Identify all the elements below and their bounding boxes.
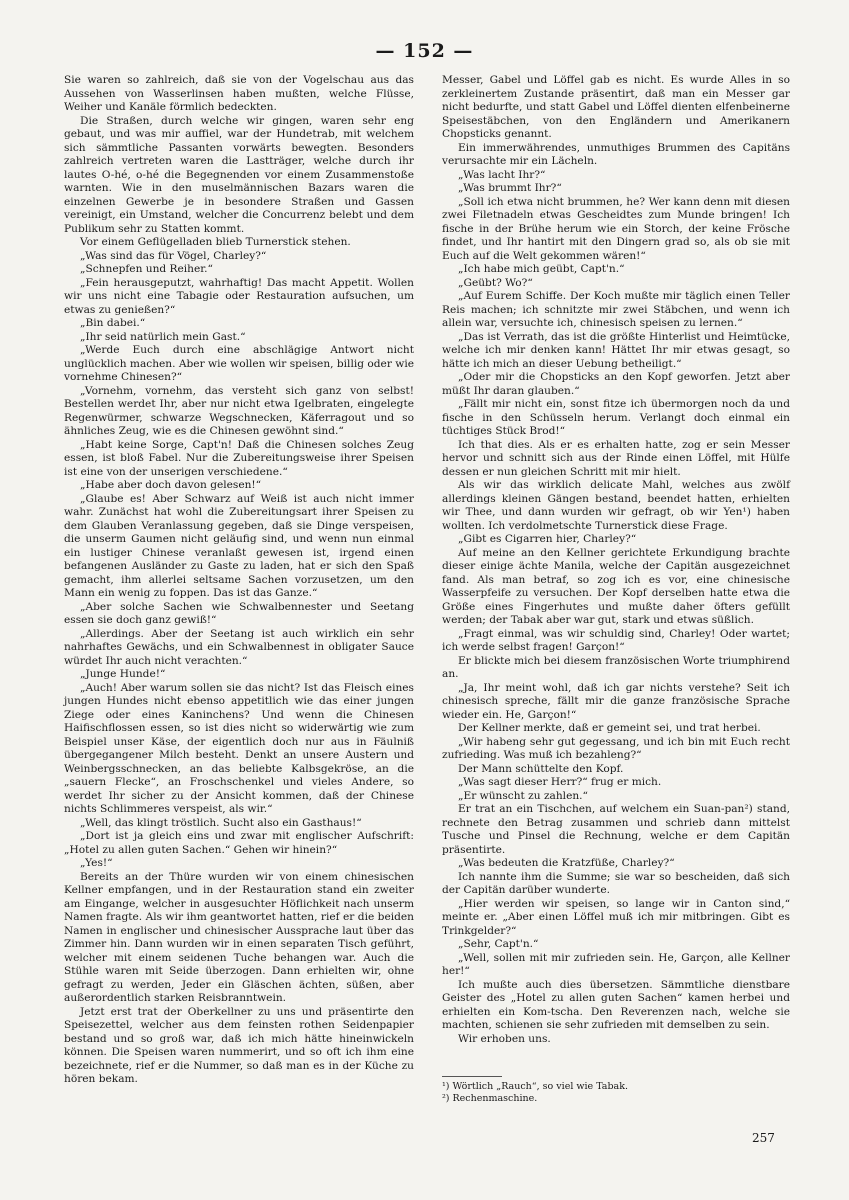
paragraph: „Schnepfen und Reiher.“ xyxy=(80,263,213,275)
paragraph: „Well, sollen mit mir zufrieden sein. He, Garçon, alle Kellner her!“ xyxy=(442,951,790,977)
paragraph: „Er wünscht zu zahlen.“ xyxy=(458,789,588,802)
footnote-1: ¹) Wörtlich „Rauch“, so viel wie Tabak. xyxy=(442,1081,628,1092)
paragraph: „Ich habe mich geübt, Capt'n.“ xyxy=(458,263,625,275)
paragraph: „Hier werden wir speisen, so lange wir in Canton sind,“ meinte er. „Aber einen Löffel muß ich mir mitbringen. Gibt es Trinkgelder?“ xyxy=(442,897,790,937)
paragraph: Als wir das wirklich delicate Mahl, welches aus zwölf allerdings kleinen Gängen bestand, beendet hatten, erhielten wir Thee, und dann wurden wir gefragt, ob wir Yen¹) haben wollten. Ich verdolmetschte Turnerstick diese Frage. xyxy=(442,479,790,532)
paragraph: „Habt keine Sorge, Capt'n! Daß die Chinesen solches Zeug essen, ist bloß Fabel. Nur die Zubereitungsweise ihrer Speisen ist eine von der unserigen verschiedene.“ xyxy=(64,438,414,478)
paragraph: Jetzt erst trat der Oberkellner zu uns und präsentirte den Speisezettel, welcher aus dem feinsten rothen Seidenpapier bestand und so groß war, daß ich mich hätte hineinwickeln können. Die Speisen waren nummerirt, und so oft ich ihm eine bezeichnete, rief er die Nummer, so daß man es in der Küche zu hören bekam. xyxy=(64,1005,414,1085)
paragraph: „Habe aber doch davon gelesen!“ xyxy=(80,479,262,491)
paragraph: Ich mußte auch dies übersetzen. Sämmtliche dienstbare Geister des „Hotel zu allen guten Sachen“ kamen herbei und erhielten ein Kom-tscha. Den Reverenzen nach, welche sie machten, schienen sie sehr zufrieden mit demselben zu sein. xyxy=(442,978,790,1031)
paragraph: „Soll ich etwa nicht brummen, he? Wer kann denn mit diesen zwei Filetnadeln etwas Gescheidtes zum Munde bringen! Ich fische in der Brühe herum wie ein Storch, der keine Frösche findet, und Ihr hantirt mit den Dingern grad so, als ob sie mit Euch auf die Welt gekommen wären!“ xyxy=(442,195,790,262)
paragraph: Auf meine an den Kellner gerichtete Erkundigung brachte dieser einige ächte Manila, welche der Capitän ausgezeichnet fand. Als man betraf, so zog ich es vor, eine chinesische Wasserpfeife zu versuchen. Der Kopf derselben hatte etwa die Größe eines Fingerhutes und mußte daher öfters gefüllt werden; der Tabak aber war gut, stark und etwas süßlich. xyxy=(442,546,790,626)
paragraph: „Fällt mir nicht ein, sonst fitze ich übermorgen noch da und fische in den Schüsseln herum. Verlangt doch einmal ein tüchtiges Stück Brod!“ xyxy=(442,398,790,437)
page-header: — 152 — xyxy=(375,40,474,62)
paragraph: „Dort ist ja gleich eins und zwar mit englischer Aufschrift: „Hotel zu allen guten Sachen.“ Gehen wir hinein?“ xyxy=(64,830,414,856)
footnotes xyxy=(442,1076,790,1105)
paragraph: „Ja, Ihr meint wohl, daß ich gar nichts verstehe? Seit ich chinesisch spreche, fällt mir die ganze französische Sprache wieder ein. He, Garçon!“ xyxy=(442,681,790,721)
paragraph: „Oder mir die Chopsticks an den Kopf geworfen. Jetzt aber müßt Ihr daran glauben.“ xyxy=(442,371,790,397)
paragraph: Der Mann schüttelte den Kopf. xyxy=(458,762,624,775)
paragraph: „Junge Hunde!“ xyxy=(80,668,166,680)
paragraph: „Ihr seid natürlich mein Gast.“ xyxy=(80,330,246,343)
paragraph: Bereits an der Thüre wurden wir von einem chinesischen Kellner empfangen, und in der Restauration stand ein zweiter am Eingange, welcher in ausgesuchter Höflichkeit nach unserm Namen fragte. Als wir ihm geantwortet hatten, rief er die beiden Namen in englischer und chinesischer Aussprache laut über das Zimmer hin. Dann wurden wir in einen separaten Tisch geführt, welcher mit einem seidenen Tuche behangen war. Auch die Stühle waren mit Seide überzogen. Dann erhielten wir, ohne gefragt zu werden, Jeder ein Gläschen ächten, süßen, aber außerordentlich starken Reisbranntwein. xyxy=(64,870,414,1004)
paragraph: „Gibt es Cigarren hier, Charley?“ xyxy=(458,533,637,545)
footnote-divider xyxy=(442,1076,502,1077)
paragraph: „Was sind das für Vögel, Charley?“ xyxy=(80,249,267,262)
paragraph: Ich nannte ihm die Summe; sie war so bescheiden, daß sich der Capitän darüber wunderte. xyxy=(442,870,790,896)
paragraph: Ich that dies. Als er es erhalten hatte, zog er sein Messer hervor und schnitt sich aus der Rinde einen Löffel, mit Hülfe dessen er nun gleichen Schritt mit mir hielt. xyxy=(442,438,790,478)
paragraph: „Fragt einmal, was wir schuldig sind, Charley! Oder wartet; ich werde selbst fragen! Garçon!“ xyxy=(442,627,790,653)
paragraph: Wir erhoben uns. xyxy=(458,1032,551,1045)
paragraph: „Well, das klingt tröstlich. Sucht also ein Gasthaus!“ xyxy=(80,816,362,829)
paragraph: Ein immerwährendes, unmuthiges Brummen des Capitäns verursachte mir ein Lächeln. xyxy=(442,141,790,167)
paragraph: „Geübt? Wo?“ xyxy=(458,276,533,289)
footnote-2: ²) Rechenmaschine. xyxy=(442,1093,538,1104)
paragraph: Der Kellner merkte, daß er gemeint sei, und trat herbei. xyxy=(458,722,761,734)
left-column xyxy=(64,74,414,1087)
paragraph: Sie waren so zahlreich, daß sie von der Vogelschau aus das Aussehen von Wasserlinsen haben mußten, welche Flüsse, Weiher und Kanäle förmlich bedeckten. xyxy=(64,74,414,113)
paragraph: „Was brummt Ihr?“ xyxy=(458,182,562,194)
paragraph: „Werde Euch durch eine abschlägige Antwort nicht unglücklich machen. Aber wie wollen wir speisen, billig oder wie vornehme Chinesen?“ xyxy=(64,344,414,383)
paragraph: „Sehr, Capt'n.“ xyxy=(458,938,539,950)
paragraph: „Fein herausgeputzt, wahrhaftig! Das macht Appetit. Wollen wir uns nicht eine Tabagie oder Restauration aufsuchen, um etwas zu genießen?“ xyxy=(64,276,414,316)
paragraph: „Was bedeuten die Kratzfüße, Charley?“ xyxy=(458,857,675,869)
page-number: 257 xyxy=(752,1131,775,1145)
paragraph: „Was lacht Ihr?“ xyxy=(458,168,546,181)
paragraph: „Aber solche Sachen wie Schwalbennester und Seetang essen sie doch ganz gewiß!“ xyxy=(64,600,414,626)
paragraph: „Allerdings. Aber der Seetang ist auch wirklich ein sehr nahrhaftes Gewächs, und ein Schwalbennest in obligater Sauce würdet Ihr auch nicht verachten.“ xyxy=(64,627,414,667)
paragraph: „Das ist Verrath, das ist die größte Hinterlist und Heimtücke, welche ich mir denken kann! Hättet Ihr mir etwas gesagt, so hätte ich mich an dieser Uebung betheiligt.“ xyxy=(442,330,790,370)
paragraph: Die Straßen, durch welche wir gingen, waren sehr eng gebaut, und was mir auffiel, war der Hundetrab, mit welchem sich sämmtliche Passanten vorwärts bewegten. Besonders zahlreich vertreten waren die Lastträger, welche durch ihr lautes O-hé, o-hé die Begegnenden vor einem Zusammenstoße warnten. Wie in den muselmännischen Bazars waren die einzelnen Gewerbe je in besondere Straßen und Gassen vereinigt, ein Umstand, welcher die Concurrenz belebt und dem Publikum sehr zu Statten kommt. xyxy=(64,114,414,235)
paragraph: Vor einem Geflügelladen blieb Turnerstick stehen. xyxy=(80,236,351,248)
paragraph: „Wir habeng sehr gut gegessang, und ich bin mit Euch recht zufrieding. Was muß ich bezahleng?“ xyxy=(442,735,790,761)
paragraph: „Bin dabei.“ xyxy=(80,317,146,329)
right-column xyxy=(442,74,790,1046)
paragraph: „Auf Eurem Schiffe. Der Koch mußte mir täglich einen Teller Reis machen; ich schnitzte mir zwei Stäbchen, und wenn ich allein war, versuchte ich, chinesisch speisen zu lernen.“ xyxy=(442,290,790,329)
paragraph: „Was sagt dieser Herr?“ frug er mich. xyxy=(458,776,662,788)
paragraph: Messer, Gabel und Löffel gab es nicht. Es wurde Alles in so zerkleinertem Zustande präsentirt, daß man ein Messer gar nicht bedurfte, und statt Gabel und Löffel dienten elfenbeinerne Speisestäbchen, von den Engländern und Amerikanern Chopsticks genannt. xyxy=(442,74,790,140)
paragraph: Er blickte mich bei diesem französischen Worte triumphirend an. xyxy=(442,654,790,680)
paragraph: „Glaube es! Aber Schwarz auf Weiß ist auch nicht immer wahr. Zunächst hat wohl die Zubereitungsart ihrer Speisen zu dem Glauben Veranlassung gegeben, daß sie Dinge verspeisen, die unserm Gaumen nicht geläufig sind, und wenn nun einmal ein lustiger Chinese veranlaßt gewesen ist, irgend einen befangenen Ausländer zu Gaste zu laden, hat er sich den Spaß gemacht, ihm allerlei seltsame Sachen vorzusetzen, um den Mann ein wenig zu foppen. Das ist das Ganze.“ xyxy=(64,492,414,599)
paragraph: „Yes!“ xyxy=(80,857,113,869)
paragraph: „Auch! Aber warum sollen sie das nicht? Ist das Fleisch eines jungen Hundes nicht ebenso appetitlich wie das einer jungen Ziege oder eines Kaninchens? Und wenn die Chinesen Haifischflossen essen, so ist dies nicht so widerwärtig wie zum Beispiel unser Käse, der eigentlich doch nur aus in Fäulniß übergegangener Milch besteht. Denkt an unsere Austern und Weinbergsschnecken, an das beliebte Kalbsgekröse, an die „sauern Flecke“, an Froschschenkel und vieles Andere, so werdet Ihr sicher zu der Ansicht kommen, daß der Chinese nichts Schlimmeres verspeist, als wir.“ xyxy=(64,681,414,815)
paragraph: „Vornehm, vornehm, das versteht sich ganz von selbst! Bestellen werdet Ihr, aber nur nicht etwa Igelbraten, eingelegte Regenwürmer, schwarze Wegschnecken, Käferragout und so ähnliches Zeug, wie es die Chinesen gewöhnt sind.“ xyxy=(64,384,414,437)
paragraph: Er trat an ein Tischchen, auf welchem ein Suan-pan²) stand, rechnete den Betrag zusammen und schrieb dann mittelst Tusche und Pinsel die Rechnung, welche er dem Capitän präsentirte. xyxy=(442,803,790,856)
